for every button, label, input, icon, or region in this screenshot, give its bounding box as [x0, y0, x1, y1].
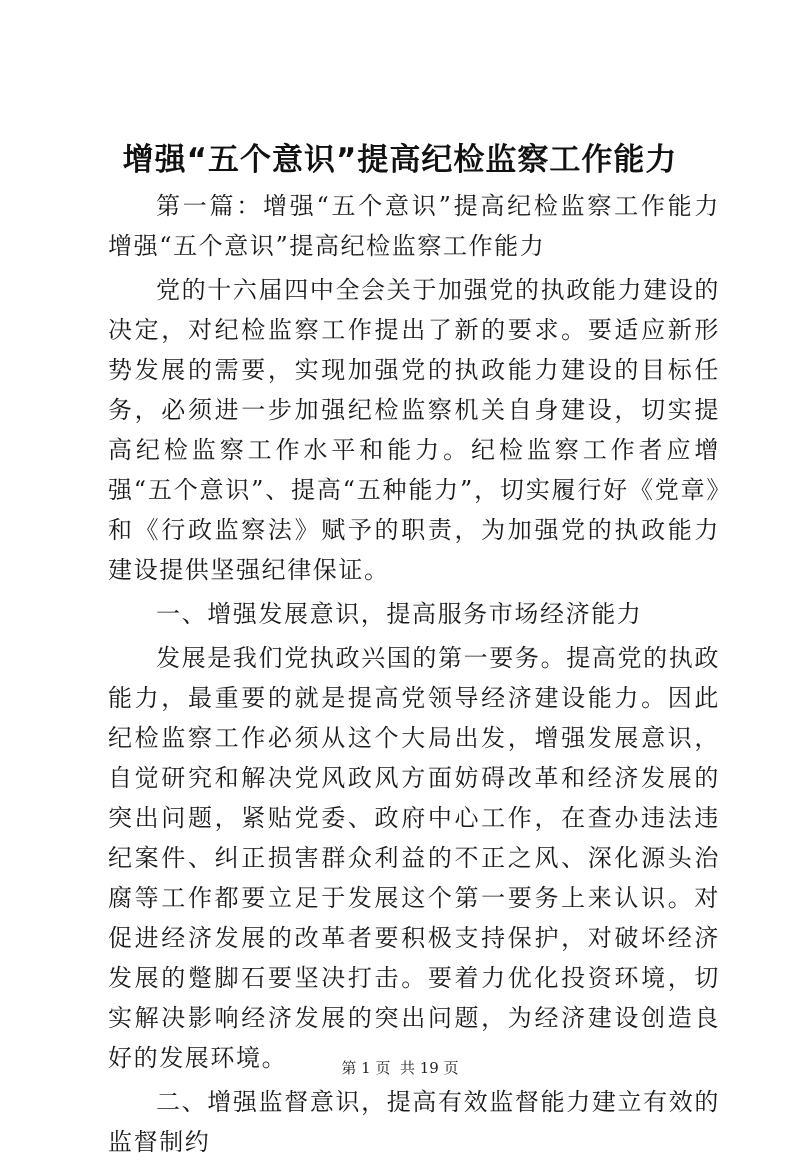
document-title: 增强“五个意识”提高纪检监察工作能力: [122, 142, 678, 178]
paragraph-intro: 党的十六届四中全会关于加强党的执政能力建设的决定，对纪检监察工作提出了新的要求。要适应新形势发展的需要，实现加强党的执政能力建设的目标任务，必须进一步加强纪检监察机关自身建设，切实提高纪检监察工作水平和能力。纪检监察工作者应增强“五个意识”、提高“五种能力”，切实履行好《党章》和《行政监察法》赋予的职责，为加强党的执政能力建设提供坚强纪律保证。: [108, 276, 720, 584]
page-number: 第 1 页 共 19 页: [341, 1059, 459, 1077]
paragraph-section-1: 发展是我们党执政兴国的第一要务。提高党的执政能力，最重要的就是提高党领导经济建设能力。因此纪检监察工作必须从这个大局出发，增强发展意识，自觉研究和解决党风政风方面妨碍改革和经济发展的突出问题，紧贴党委、政府中心工作，在查办违法违纪案件、纠正损害群众利益的不正之风、深化源头治腐等工作都要立足于发展这个第一要务上来认识。对促进经济发展的改革者要积极支持保护，对破坏经济发展的蹩脚石要坚决打击。要着力优化投资环境，切实解决影响经济发展的突出问题，为经济建设创造良好的发展环境。: [108, 644, 720, 1072]
section-heading-1: 一、增强发展意识，提高服务市场经济能力: [156, 600, 643, 628]
document-body: [108, 186, 720, 1166]
paragraph-heading-part1: 第一篇：增强“五个意识”提高纪检监察工作能力增强“五个意识”提高纪检监察工作能力: [108, 192, 720, 260]
page-footer: [0, 1058, 800, 1078]
section-heading-2: 二、增强监督意识，提高有效监督能力建立有效的监督制约: [108, 1088, 720, 1156]
